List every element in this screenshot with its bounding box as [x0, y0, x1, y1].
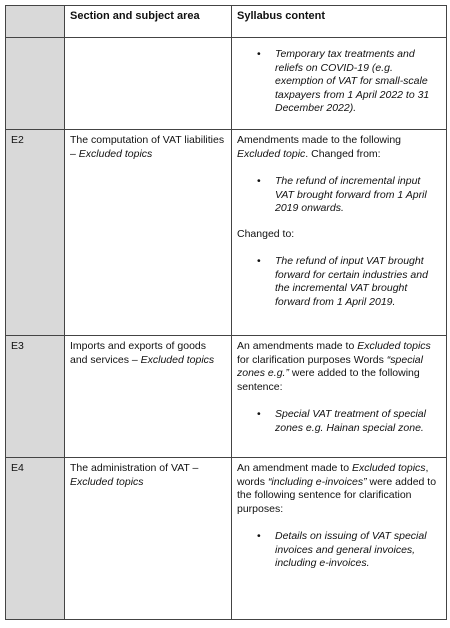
syllabus-changes-table: [5, 5, 447, 620]
header-content-cell: Syllabus content: [232, 6, 447, 38]
row-code-cell: E4: [6, 458, 65, 620]
amendment-intro: An amendments made to Excluded topics for clarification purposes Words “special zones e.g.” were added to the following sentence:: [237, 340, 431, 393]
bullet-list: [237, 175, 441, 216]
bullet-icon: •: [257, 48, 261, 60]
row-code-cell: E3: [6, 336, 65, 458]
header-section-cell: Section and subject area: [65, 6, 232, 38]
row-subject-cell: The administration of VAT – Excluded topics: [65, 458, 232, 620]
table-row: [6, 130, 447, 336]
row-code-cell: [6, 38, 65, 130]
row-content-cell: [232, 458, 447, 620]
table-row: [6, 458, 447, 620]
amendment-intro: An amendment made to Excluded topics, words “including e-invoices” were added to the following sentence for clarification purposes:: [237, 462, 437, 515]
bullet-icon: •: [257, 175, 261, 187]
row-code-cell: E2: [6, 130, 65, 336]
list-item: • The refund of incremental input VAT brought forward from 1 April 2019 onwards.: [257, 175, 427, 214]
bullet-list: [237, 530, 441, 571]
row-content-cell: [232, 130, 447, 336]
row-subject-cell: Imports and exports of goods and services – Excluded topics: [65, 336, 232, 458]
header-code-cell: [6, 6, 65, 38]
list-item: • Special VAT treatment of special zones e.g. Hainan special zone.: [257, 408, 426, 434]
list-item: • Temporary tax treatments and reliefs on COVID-19 (e.g. exemption of VAT for small-scale taxpayers from 1 April 2022 to 31 December 2022).: [257, 48, 430, 114]
bullet-icon: •: [257, 530, 261, 542]
bullet-icon: •: [257, 255, 261, 267]
table-header-row: [6, 6, 447, 38]
list-item: • The refund of input VAT brought forward for certain industries and the incremental VAT brought forward from 1 April 2019.: [257, 255, 428, 308]
row-content-cell: [232, 38, 447, 130]
amendment-intro: Amendments made to the following Excluded topic. Changed from:: [237, 134, 402, 160]
bullet-list: [237, 48, 441, 116]
row-subject-cell: The computation of VAT liabilities – Excluded topics: [65, 130, 232, 336]
bullet-list: [237, 408, 441, 435]
list-item: • Details on issuing of VAT special invoices and general invoices, including e-invoices.: [257, 530, 427, 569]
bullet-list: [237, 255, 441, 309]
bullet-icon: •: [257, 408, 261, 420]
changed-to-label: Changed to:: [237, 227, 295, 240]
row-content-cell: [232, 336, 447, 458]
table-row: [6, 38, 447, 130]
row-subject-cell: [65, 38, 232, 130]
table-row: [6, 336, 447, 458]
